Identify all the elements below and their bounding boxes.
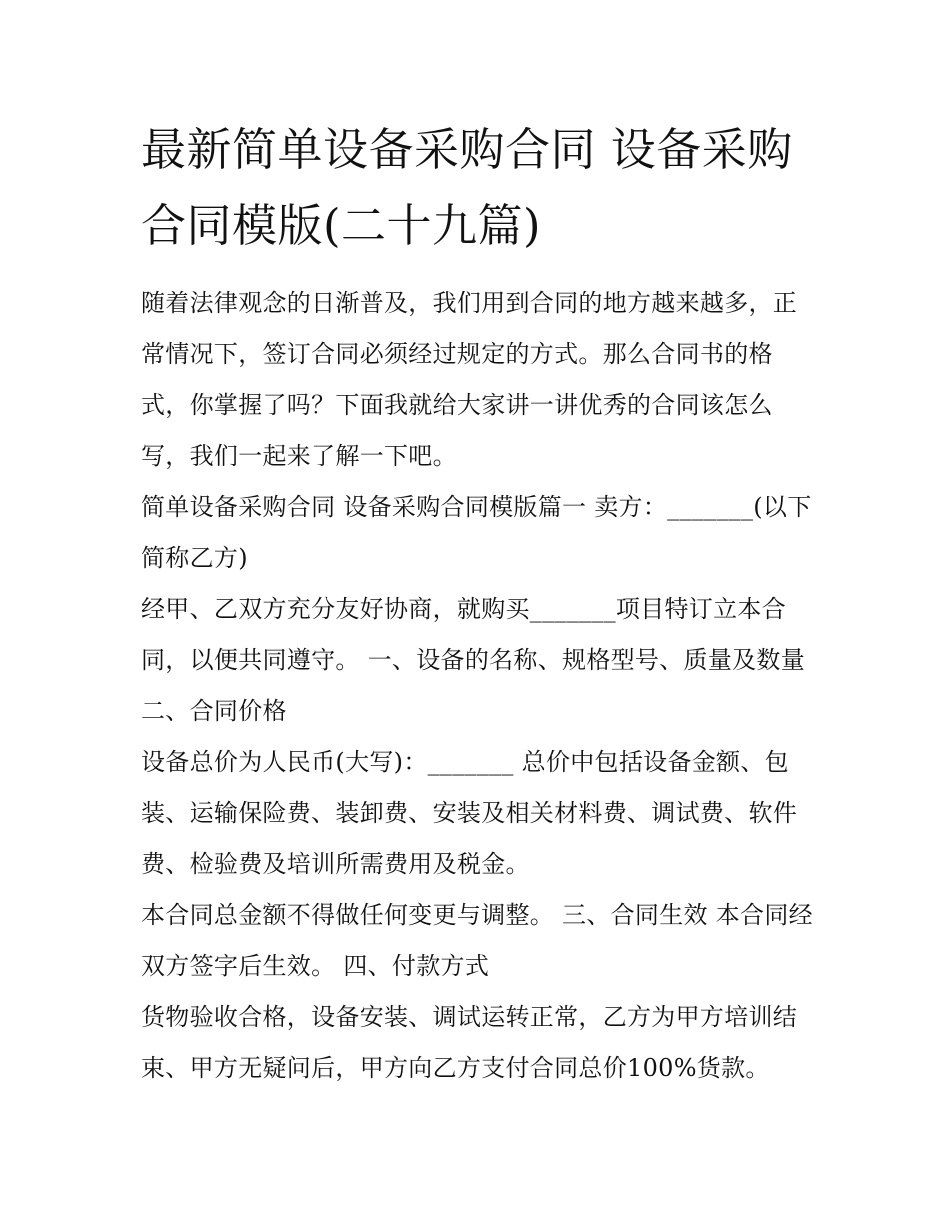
- contract-heading-paragraph: 简单设备采购合同 设备采购合同模版篇一 卖方：_______(以下简称乙方): [141, 493, 812, 572]
- effect-paragraph: 本合同总金额不得做任何变更与调整。 三、合同生效 本合同经双方签字后生效。 四、付款方式: [141, 901, 813, 980]
- negotiation-paragraph: 经甲、乙双方充分友好协商，就购买_______项目特订立本合同，以便共同遵守。 一、设备的名称、规格型号、质量及数量 二、合同价格: [141, 595, 806, 725]
- price-paragraph: 设备总价为人民币(大写)：_______ 总价中包括设备金额、包装、运输保险费、装卸费、安装及相关材料费、调试费、软件费、检验费及培训所需费用及税金。: [141, 748, 798, 878]
- document-page: [141, 112, 816, 1094]
- document-title: 最新简单设备采购合同 设备采购合同模版(二十九篇): [141, 123, 793, 252]
- intro-paragraph: 随着法律观念的日渐普及，我们用到合同的地方越来越多，正常情况下，签订合同必须经过规定的方式。那么合同书的格式，你掌握了吗？下面我就给大家讲一讲优秀的合同该怎么写，我们一起来了解一下吧。: [141, 289, 798, 470]
- payment-paragraph: 货物验收合格，设备安装、调试运转正常，乙方为甲方培训结束、甲方无疑问后，甲方向乙方支付合同总价100%货款。: [141, 1003, 798, 1082]
